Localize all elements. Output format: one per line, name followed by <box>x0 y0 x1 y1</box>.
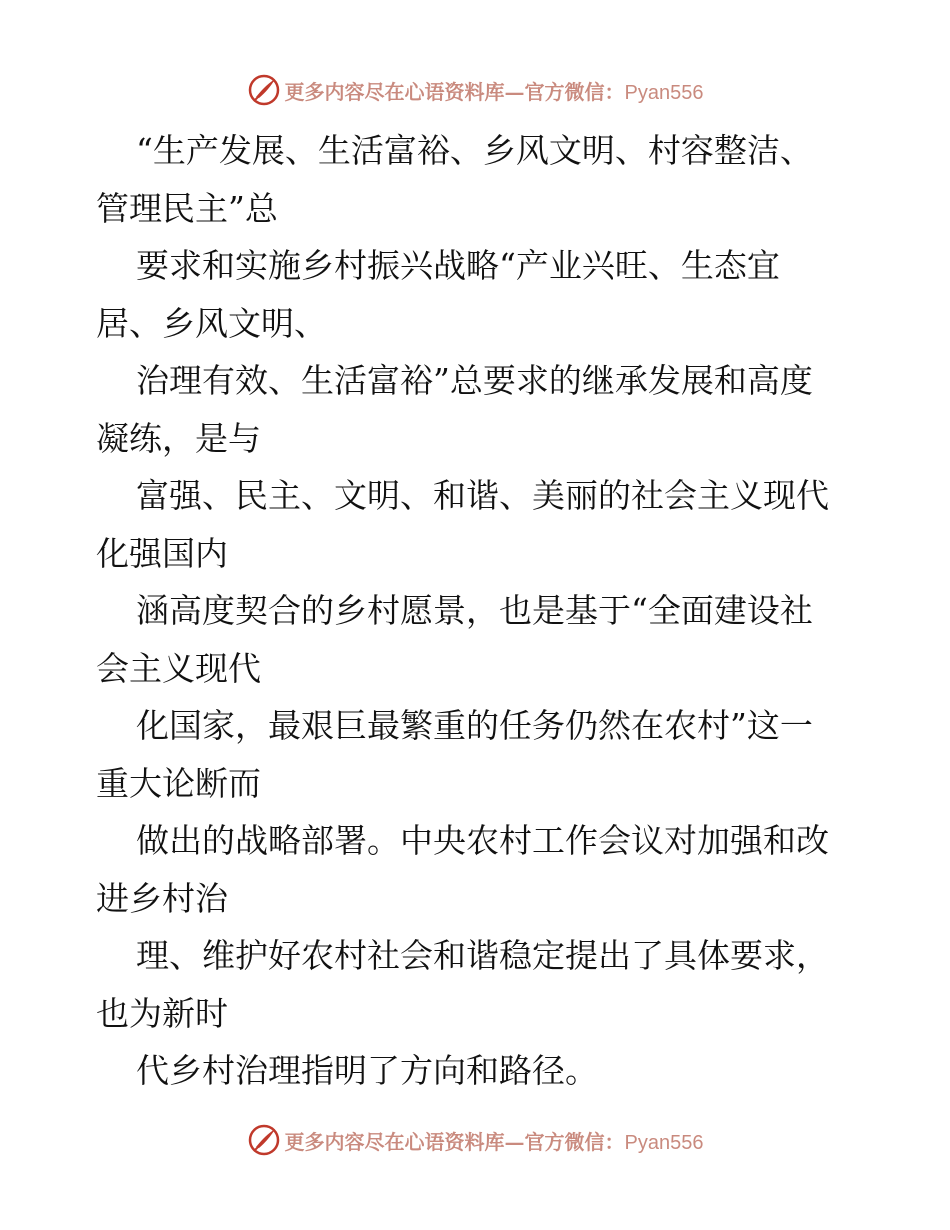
wechat-id: Pyan556 <box>624 81 704 104</box>
text-line: 进乡村治 <box>96 878 228 918</box>
text-line: 理、维护好农村社会和谐稳定提出了具体要求， <box>136 936 829 975</box>
text-line: 凝练，是与 <box>96 418 261 458</box>
text-line: 居、乡风文明、 <box>96 303 327 343</box>
text-line: 做出的战略部署。中央农村工作会议对加强和改 <box>136 821 829 860</box>
wechat-id: Pyan556 <box>624 1131 704 1154</box>
text-line: 也为新时 <box>96 993 228 1033</box>
text-line: 涵高度契合的乡村愿景，也是基于“全面建设社 <box>136 591 813 630</box>
watermark-text: 更多内容尽在心语资料库—官方微信：Pyan556 <box>284 79 704 104</box>
text-line: 富强、民主、文明、和谐、美丽的社会主义现代 <box>136 476 829 515</box>
text-line: 化强国内 <box>96 533 228 573</box>
text-line: 代乡村治理指明了方向和路径。 <box>136 1051 598 1090</box>
quill-logo-icon <box>247 73 281 107</box>
text-line: 化国家，最艰巨最繁重的任务仍然在农村”这一 <box>136 706 813 745</box>
watermark-text: 更多内容尽在心语资料库—官方微信：Pyan556 <box>284 1129 704 1154</box>
header-watermark <box>0 70 950 110</box>
text-line: 重大论断而 <box>96 763 261 803</box>
text-line: 治理有效、生活富裕”总要求的继承发展和高度 <box>136 361 813 400</box>
text-line: 管理民主”总 <box>96 188 278 228</box>
body-text <box>96 122 866 1100</box>
quill-logo-icon <box>247 1123 281 1157</box>
text-line: 要求和实施乡村振兴战略“产业兴旺、生态宜 <box>136 246 780 285</box>
footer-watermark <box>0 1120 950 1160</box>
text-line: 会主义现代 <box>96 648 261 688</box>
text-line: “生产发展、生活富裕、乡风文明、村容整洁、 <box>136 131 813 170</box>
